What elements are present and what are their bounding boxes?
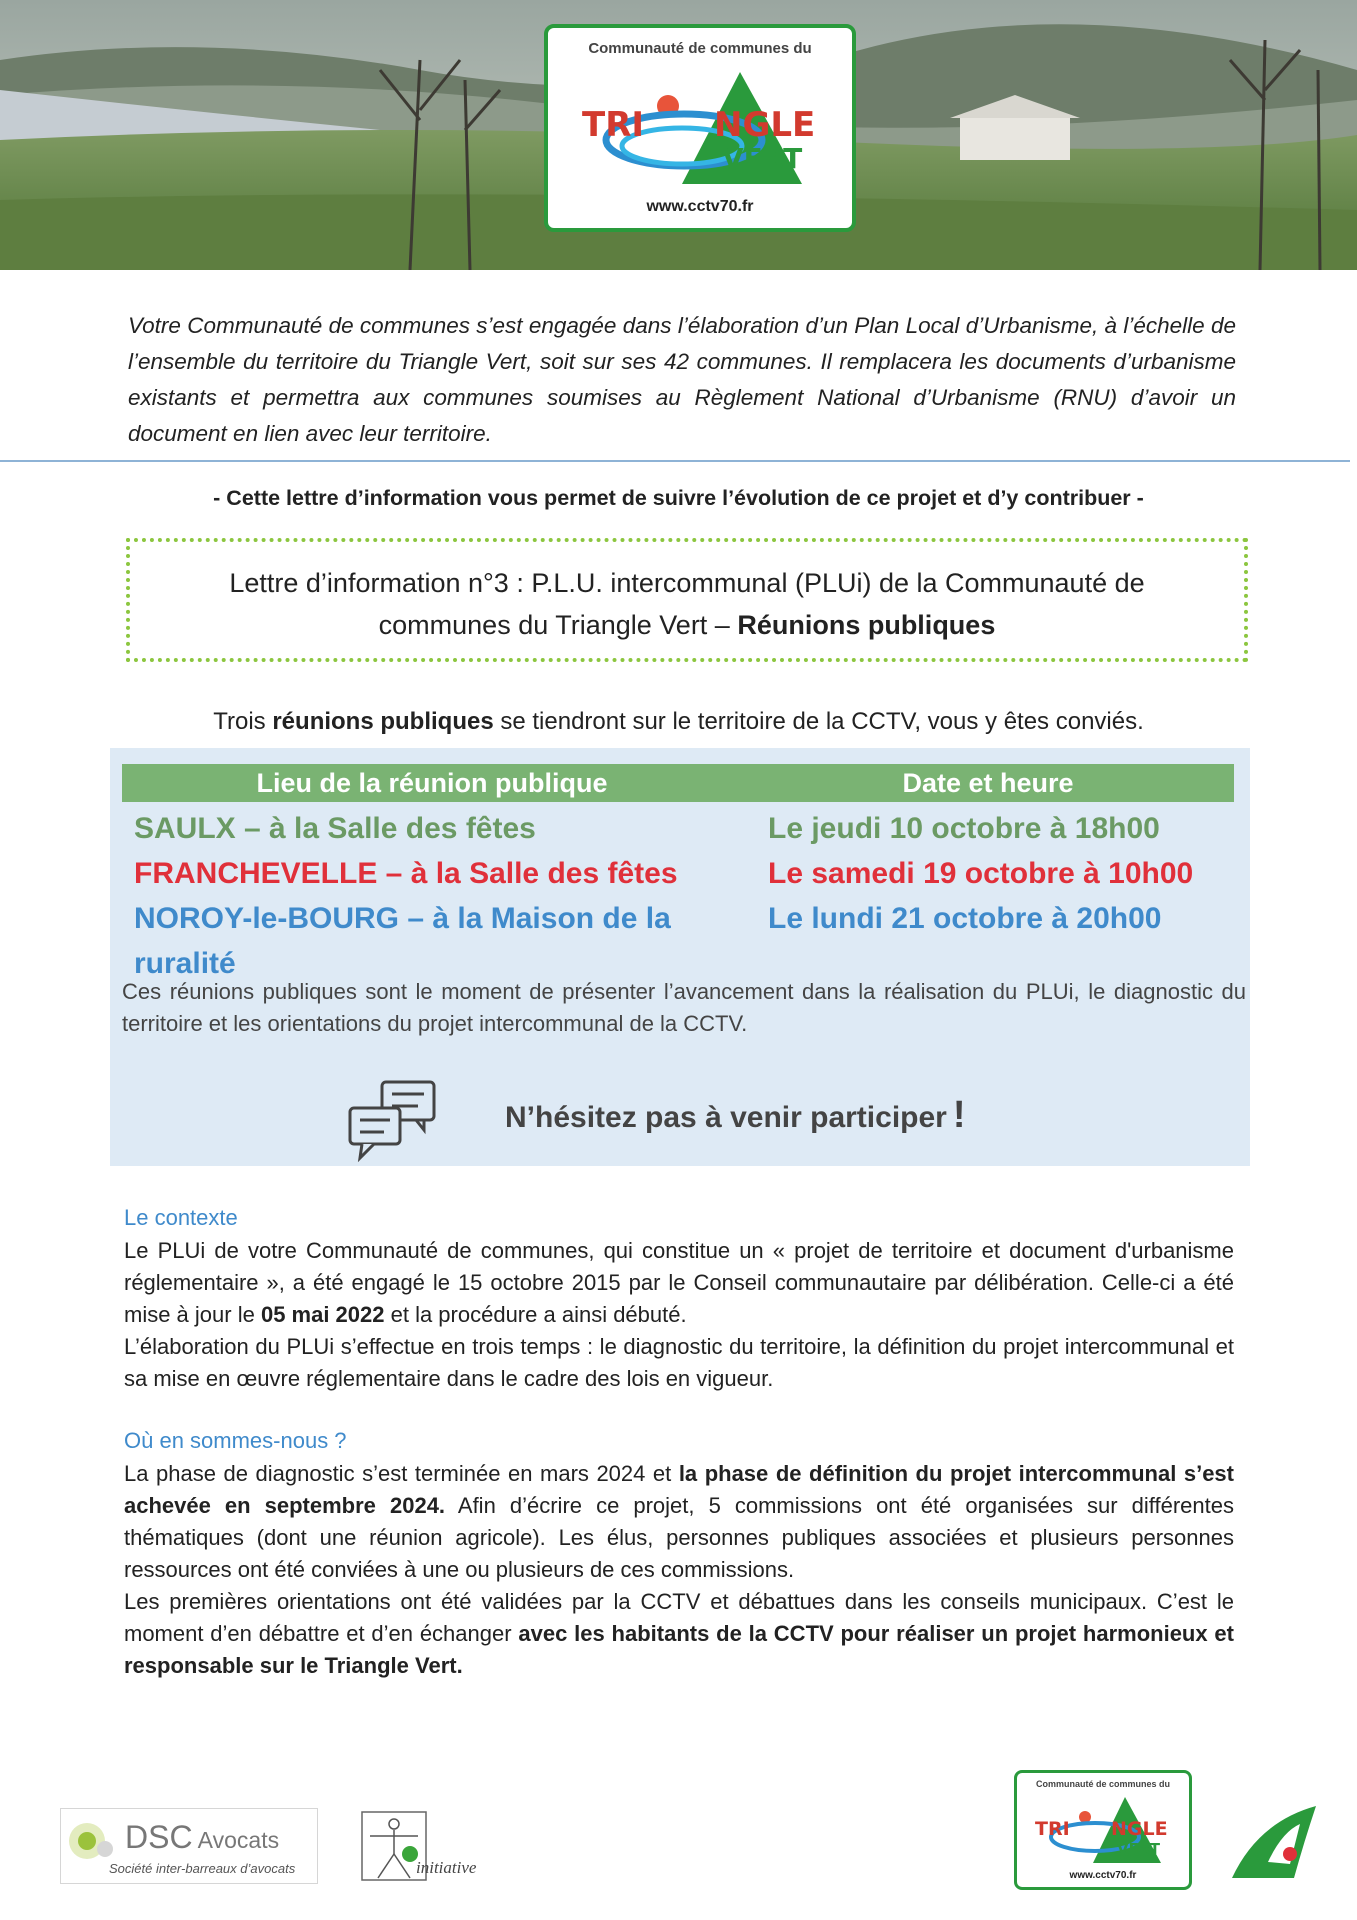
dsc-subtitle: Société inter-barreaux d’avocats: [109, 1861, 296, 1876]
meetings-intro: [0, 708, 1357, 736]
cta-text: N’hésitez pas à venir participer: [505, 1101, 947, 1134]
meeting-date: Le jeudi 10 octobre à 18h00: [768, 812, 1160, 845]
intro-paragraph: Votre Communauté de communes s’est engagée dans l’élaboration d’un Plan Local d’Urbanisme, à l’échelle de l’ensemble du territoire du Triangle Vert, soit sur ses 42 communes. Il remplacera les documents d’urbanisme existants et permettra aux communes soumises au Règlement National d’Urbanisme (RNU) d’avoir un document en lien avec leur territoire.: [128, 313, 1236, 446]
title-line2-bold: Réunions publiques: [737, 610, 996, 640]
section-title-progress: Où en sommes-nous ?: [124, 1428, 347, 1453]
logo-footer-caption: Communauté de communes du: [1035, 1779, 1170, 1789]
meeting-place: FRANCHEVELLE – à la Salle des fêtes: [134, 857, 678, 890]
meetings-description: Ces réunions publiques sont le moment de présenter l’avancement dans la réalisation du PLUi, le diagnostic du territoire et les orientations du projet intercommunal de la CCTV.: [122, 979, 1246, 1036]
logo-footer-tri: TRI: [1035, 1818, 1070, 1840]
meeting-place: NOROY-le-BOURG – à la Maison de la ruralité: [134, 902, 671, 980]
progress-paragraph-2: [124, 1586, 1234, 1682]
logo-footer-ngle: NGLE: [1111, 1818, 1168, 1840]
progress-p1-text: La phase de diagnostic s’est terminée en mars 2024 et: [124, 1461, 679, 1486]
meetings-table-header: [122, 764, 1234, 802]
divider: [0, 460, 1350, 462]
progress-paragraph-1: [124, 1458, 1234, 1586]
cctv-logo-footer: [1014, 1770, 1192, 1890]
triangle-vert-logo-footer-icon: [1027, 1793, 1179, 1869]
initiative-logo: [360, 1810, 500, 1884]
dsc-avocats-logo: [60, 1808, 318, 1884]
newsletter-title-line2: [130, 604, 1244, 646]
logo-caption: Communauté de communes du: [588, 40, 812, 57]
logo-url: www.cctv70.fr: [646, 198, 754, 215]
progress-p1-end: Afin d’écrire ce projet, 5 commissions ont été organisées sur différentes thématiques (dont une réunion agricole). Les élus, personnes publiques associées et plusieurs personnes ressources ont été conviées à une ou plusieurs de ces commissions.: [124, 1493, 1235, 1582]
newsletter-title-line1: Lettre d’information n°3 : P.L.U. intercommunal (PLUi) de la Communauté de: [229, 568, 1145, 598]
contexte-paragraph-1: [124, 1235, 1234, 1331]
meeting-place: SAULX – à la Salle des fêtes: [134, 812, 536, 845]
newsletter-purpose: - Cette lettre d’information vous permet de suivre l’évolution de ce projet et d’y contribuer -: [213, 486, 1144, 510]
meetings-intro-post: se tiendront sur le territoire de la CCTV, vous y êtes conviés.: [493, 708, 1144, 735]
logo-word-tri: TRI: [582, 105, 645, 145]
column-header-place: Lieu de la réunion publique: [256, 768, 608, 798]
contexte-p1-text: Le PLUi de votre Communauté de communes, qui constitue un « projet de territoire et document d'urbanisme réglementaire », a été engagé le 15 octobre 2015 par le Conseil communautaire par délibération. Celle-ci a été mise à jour le: [124, 1238, 1234, 1327]
progress-p2-text: Les premières orientations ont été validées par la CCTV et débattues dans les conseils municipaux. C’est le moment d’en débattre et d’en échanger: [124, 1589, 1234, 1646]
cctv-logo: [544, 24, 856, 232]
column-header-date: Date et heure: [902, 768, 1074, 798]
triangle-vert-logo-icon: [564, 64, 836, 194]
chat-bubbles-icon: [346, 1078, 438, 1162]
logo-word-ngle: NGLE: [714, 105, 816, 145]
meetings-panel: [110, 748, 1250, 1166]
contexte-p1-end: et la procédure a ainsi débuté.: [384, 1302, 687, 1327]
progress-p1-bold: la phase de définition du projet intercommunal s’est achevée en septembre 2024.: [124, 1461, 1234, 1518]
logo-footer-vert: VERT: [1117, 1840, 1160, 1858]
dsc-name-small: Avocats: [192, 1827, 280, 1853]
meetings-intro-bold: réunions publiques: [272, 708, 494, 735]
logo-word-vert: VERT: [722, 142, 803, 175]
meeting-date: Le samedi 19 octobre à 10h00: [768, 857, 1194, 890]
meeting-date: Le lundi 21 octobre à 20h00: [768, 902, 1162, 935]
contexte-p1-date: 05 mai 2022: [260, 1302, 385, 1327]
header-banner: [0, 0, 1357, 270]
dsc-name-big: DSC: [125, 1819, 193, 1855]
contexte-paragraph-2: L’élaboration du PLUi s’effectue en trois temps : le diagnostic du territoire, la définition du projet intercommunal et sa mise en œuvre réglementaire dans le cadre des lois en vigueur.: [124, 1334, 1234, 1391]
green-leaf-logo-icon: [1228, 1802, 1322, 1882]
cta-exclamation: !: [952, 1094, 966, 1136]
meetings-intro-pre: Trois: [213, 708, 273, 735]
initiative-label: initiative: [416, 1858, 477, 1877]
dsc-name: [125, 1819, 279, 1856]
logo-footer-url: www.cctv70.fr: [1069, 1870, 1137, 1881]
call-to-action: [505, 1094, 966, 1137]
progress-p2-bold: avec les habitants de la CCTV pour réaliser un projet harmonieux et responsable sur le Triangle Vert.: [124, 1621, 1234, 1678]
newsletter-title-box: [126, 538, 1248, 662]
section-title-contexte: Le contexte: [124, 1205, 238, 1230]
title-line2-plain: communes du Triangle Vert –: [378, 610, 738, 640]
